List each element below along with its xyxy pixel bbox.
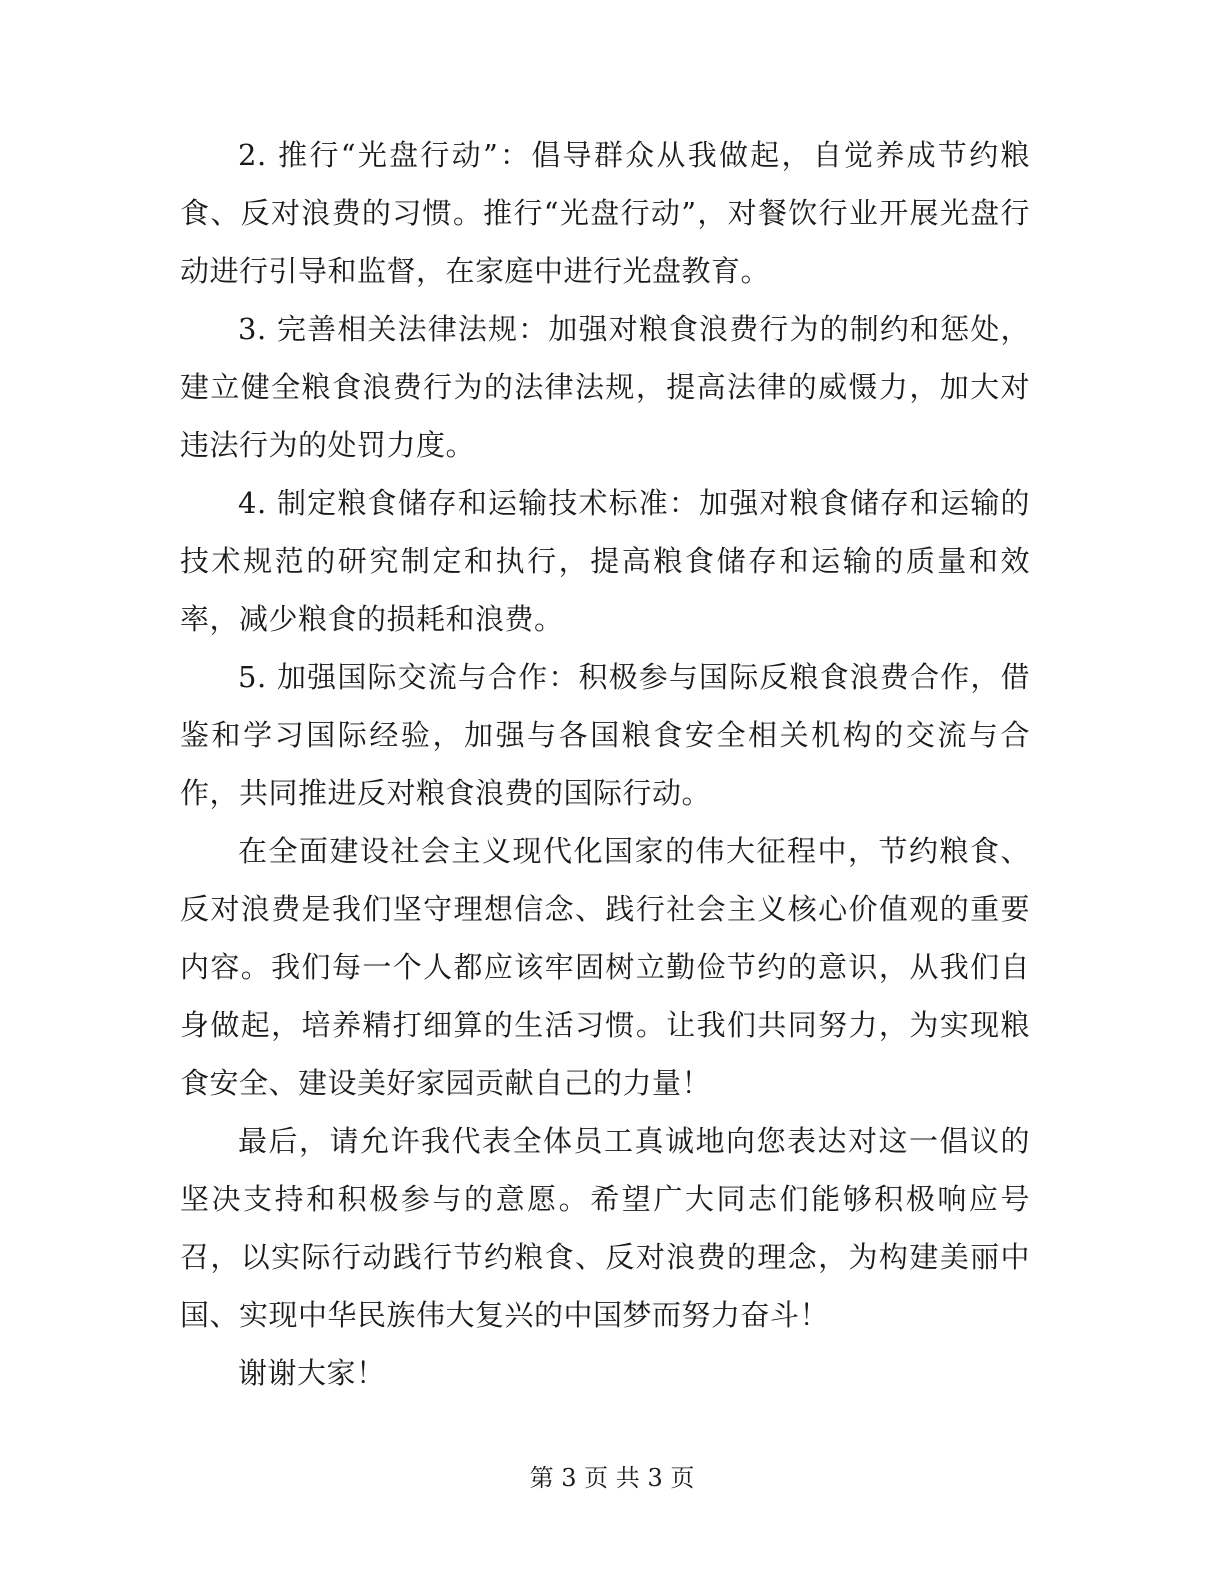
- paragraph-item-4: 4. 制定粮食储存和运输技术标准：加强对粮食储存和运输的技术规范的研究制定和执行，提高粮食储存和运输的质量和效率，减少粮食的损耗和浪费。: [180, 486, 1030, 636]
- page-number-label: 第 3 页 共 3 页: [529, 1464, 695, 1492]
- paragraph-item-2: 2. 推行“光盘行动”：倡导群众从我做起，自觉养成节约粮食、反对浪费的习惯。推行“光盘行动”，对餐饮行业开展光盘行动进行引导和监督，在家庭中进行光盘教育。: [180, 138, 1030, 288]
- paragraph-item-3: 3. 完善相关法律法规：加强对粮食浪费行为的制约和惩处，建立健全粮食浪费行为的法律法规，提高法律的威慑力，加大对违法行为的处罚力度。: [180, 312, 1030, 462]
- document-body: [180, 126, 1030, 1402]
- page-footer: [0, 1462, 1224, 1494]
- paragraph-closing: 最后，请允许我代表全体员工真诚地向您表达对这一倡议的坚决支持和积极参与的意愿。希望广大同志们能够积极响应号召，以实际行动践行节约粮食、反对浪费的理念，为构建美丽中国、实现中华民族伟大复兴的中国梦而努力奋斗！: [180, 1124, 1030, 1332]
- paragraph-thanks: 谢谢大家！: [238, 1356, 386, 1390]
- paragraph-item-5: 5. 加强国际交流与合作：积极参与国际反粮食浪费合作，借鉴和学习国际经验，加强与各国粮食安全相关机构的交流与合作，共同推进反对粮食浪费的国际行动。: [180, 660, 1030, 810]
- paragraph-conclusion: 在全面建设社会主义现代化国家的伟大征程中，节约粮食、反对浪费是我们坚守理想信念、践行社会主义核心价值观的重要内容。我们每一个人都应该牢固树立勤俭节约的意识，从我们自身做起，培养精打细算的生活习惯。让我们共同努力，为实现粮食安全、建设美好家园贡献自己的力量！: [180, 834, 1030, 1100]
